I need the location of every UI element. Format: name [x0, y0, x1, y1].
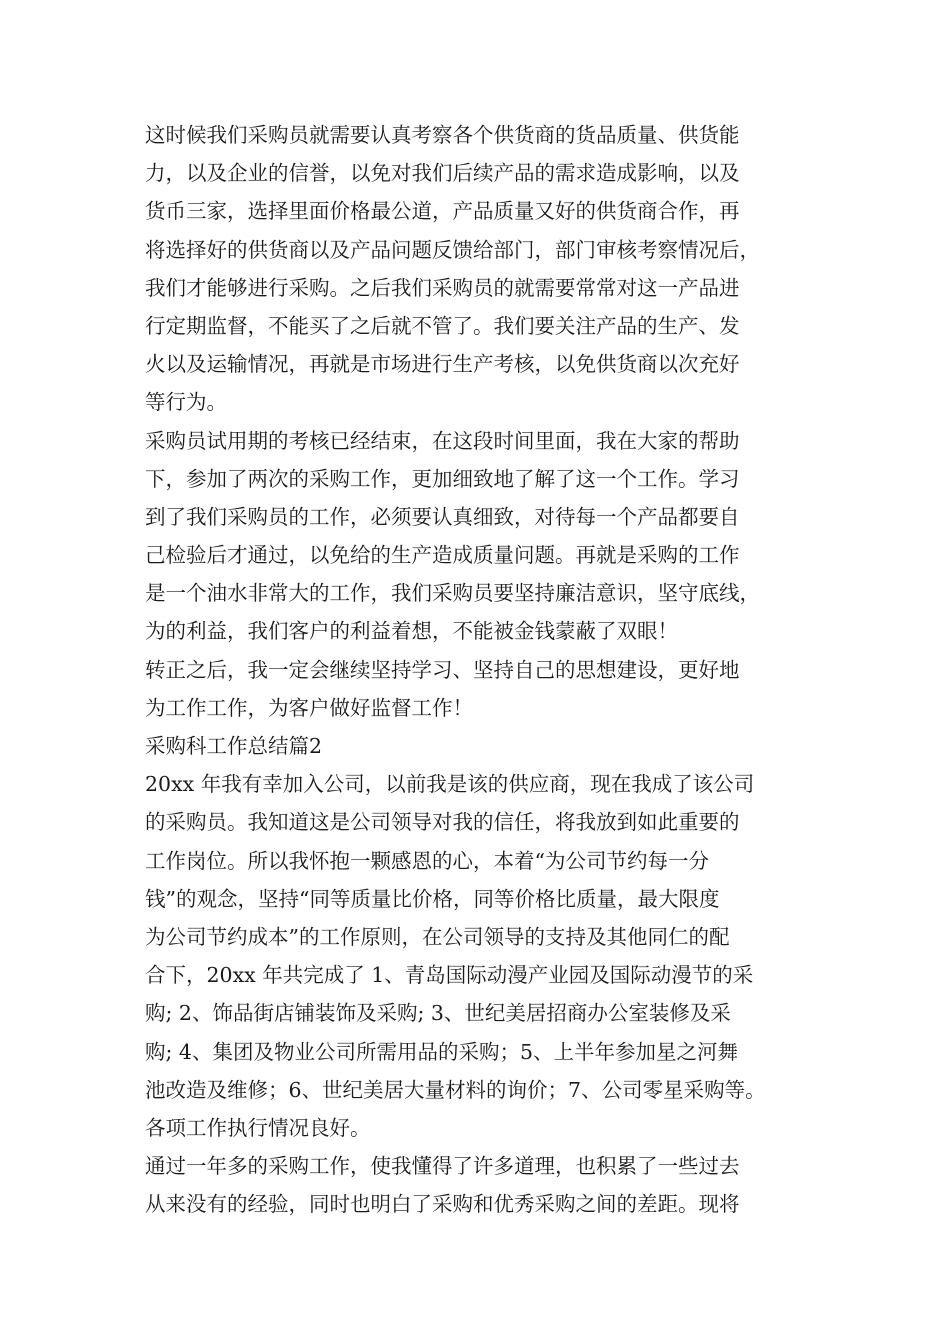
- text-line: 为的利益，我们客户的利益着想，不能被金钱蒙蔽了双眼！: [145, 619, 678, 644]
- text-line: 到了我们采购员的工作，必须要认真细致，对待每一个产品都要自: [145, 504, 740, 529]
- text-line: 己检验后才通过，以免给的生产造成质量问题。再就是采购的工作: [145, 543, 740, 568]
- text-line: 力，以及企业的信誉，以免对我们后续产品的需求造成影响，以及: [145, 161, 740, 186]
- text-line: 20xx 年我有幸加入公司，以前我是该的供应商，现在我成了该公司: [145, 772, 755, 797]
- text-line: 从来没有的经验，同时也明白了采购和优秀采购之间的差距。现将: [145, 1192, 740, 1217]
- text-line: 等行为。: [145, 390, 227, 415]
- text-line: 转正之后，我一定会继续坚持学习、坚持自己的思想建设，更好地: [145, 657, 740, 682]
- text-line: 采购员试用期的考核已经结束，在这段时间里面，我在大家的帮助: [145, 428, 740, 453]
- text-line: 工作岗位。所以我怀抱一颗感恩的心，本着“为公司节约每一分: [145, 848, 709, 873]
- text-line: 合下，20xx 年共完成了 1、青岛国际动漫产业园及国际动漫节的采: [145, 963, 754, 988]
- text-line: 购; 4、集团及物业公司所需用品的采购；5、上半年参加星之河舞: [145, 1039, 739, 1064]
- text-line: 我们才能够进行采购。之后我们采购员的就需要常常对这一产品进: [145, 275, 740, 300]
- section-heading: 采购科工作总结篇2: [145, 734, 323, 758]
- text-line: 为工作工作，为客户做好监督工作！: [145, 695, 473, 720]
- text-line: 通过一年多的采购工作，使我懂得了许多道理，也积累了一些过去: [145, 1154, 740, 1179]
- text-line: 各项工作执行情况良好。: [145, 1115, 371, 1140]
- text-line: 的采购员。我知道这是公司领导对我的信任，将我放到如此重要的: [145, 810, 740, 835]
- text-line: 是一个油水非常大的工作，我们采购员要坚持廉洁意识，坚守底线，: [145, 581, 760, 606]
- text-line: 池改造及维修；6、世纪美居大量材料的询价；7、公司零星采购等。: [145, 1077, 766, 1102]
- text-line: 货币三家，选择里面价格最公道，产品质量又好的供货商合作，再: [145, 199, 740, 224]
- document-body: [145, 116, 835, 1223]
- text-line: 这时候我们采购员就需要认真考察各个供货商的货品质量、供货能: [145, 123, 740, 147]
- text-line: 下，参加了两次的采购工作，更加细致地了解了这一个工作。学习: [145, 466, 740, 491]
- text-line: 钱”的观念，坚持“同等质量比价格，同等价格比质量，最大限度: [145, 886, 720, 911]
- text-line: 将选择好的供货商以及产品问题反馈给部门，部门审核考察情况后，: [145, 237, 760, 262]
- text-line: 为公司节约成本”的工作原则，在公司领导的支持及其他同仁的配: [145, 924, 730, 949]
- text-line: 行定期监督，不能买了之后就不管了。我们要关注产品的生产、发: [145, 313, 740, 338]
- text-line: 购; 2、饰品街店铺装饰及采购; 3、世纪美居招商办公室装修及采: [145, 1001, 731, 1026]
- text-line: 火以及运输情况，再就是市场进行生产考核，以免供货商以次充好: [145, 352, 740, 377]
